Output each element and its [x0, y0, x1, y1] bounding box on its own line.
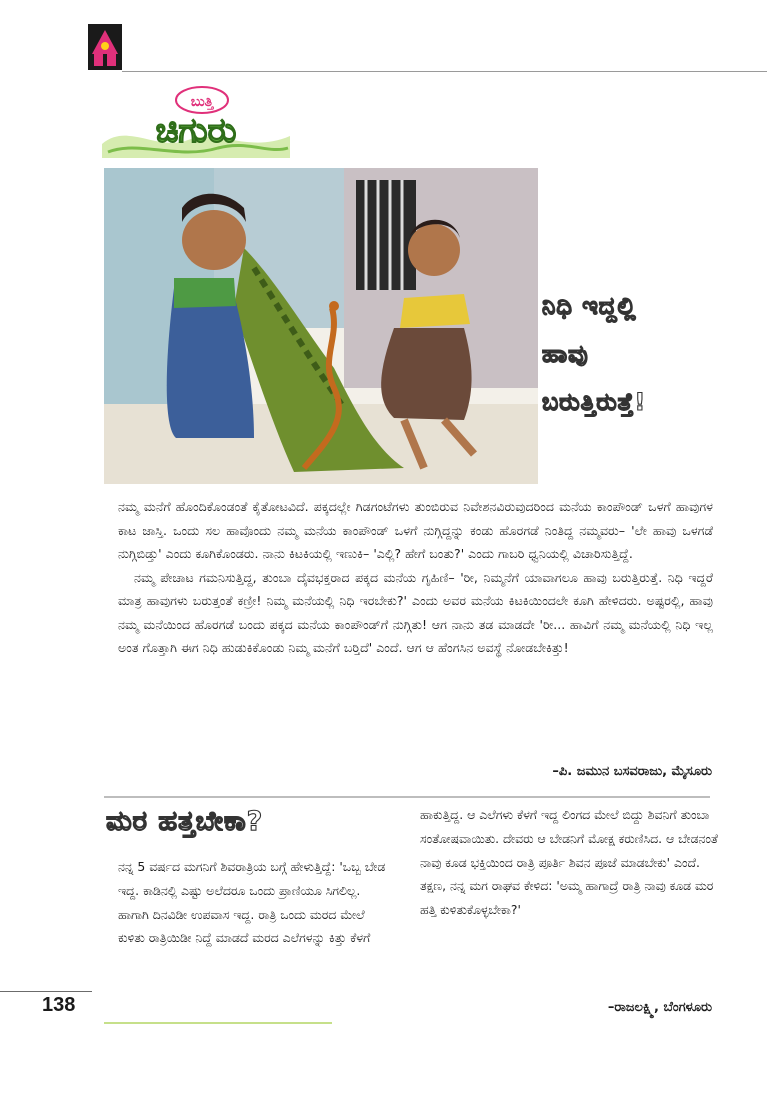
story1-title-line: ಬರುತ್ತಿರುತ್ತೆ! — [542, 388, 647, 416]
story2-title: ಮರ ಹತ್ತಬೇಕಾ? — [106, 806, 264, 837]
page-number: 138 — [42, 994, 76, 1016]
story2-right-column: ಹಾಕುತ್ತಿದ್ದ. ಆ ಎಲೆಗಳು ಕೆಳಗೆ ಇದ್ದ ಲಿಂಗದ ಮೇಲೆ ಬಿದ್ದು ಶಿವನಿಗೆ ತುಂಬಾ ಸಂತೋಷವಾಯಿತು. ದೇವರು ಆ ಬೇಡನಿಗೆ ಮೋಕ್ಷ ಕರುಣಿಸಿದ. ಆ ಬೇಡನಂತೆ ನಾವು ಕೂಡ ಭಕ್ತಿಯಿಂದ ರಾತ್ರಿ ಪೂರ್ತಿ ಶಿವನ ಪೂಜೆ ಮಾಡಬೇಕು' ಎಂದೆ. ತಕ್ಷಣ, ನನ್ನ ಮಗ ರಾಘವ ಕೇಳಿದ: 'ಅಮ್ಮ ಹಾಗಾದ್ರೆ ರಾತ್ರಿ ನಾವು ಕೂಡ ಮರ ಹತ್ತಿ ಕುಳಿತುಕೊಳ್ಳಬೇಕಾ?' — [420, 807, 718, 918]
story2-left-column: ನನ್ನ 5 ವರ್ಷದ ಮಗನಿಗೆ ಶಿವರಾತ್ರಿಯ ಬಗ್ಗೆ ಹೇಳುತ್ತಿದ್ದೆ: 'ಒಬ್ಬ ಬೇಡ ಇದ್ದ. ಕಾಡಿನಲ್ಲಿ ಎಷ್ಟು ಅಲೆದರೂ ಒಂದು ಪ್ರಾಣಿಯೂ ಸಿಗಲಿಲ್ಲ. ಹಾಗಾಗಿ ದಿನವಿಡೀ ಉಪವಾಸ ಇದ್ದ. ರಾತ್ರಿ ಒಂದು ಮರದ ಮೇಲೆ ಕುಳಿತು ರಾತ್ರಿಯಿಡೀ ನಿದ್ದೆ ಮಾಡದೆ ಮರದ ಎಲೆಗಳನ್ನು ಕಿತ್ತು ಕೆಳಗೆ — [118, 859, 386, 946]
story1-body — [118, 495, 713, 660]
story1-credit: –ಪಿ. ಜಮುನ ಬಸವರಾಜು, ಮೈಸೂರು — [552, 764, 712, 779]
banner-small-word: ಬುತ್ತಿ — [190, 94, 214, 110]
magazine-logo — [88, 24, 122, 70]
story1-paragraph: ನಮ್ಮ ಮನೆಗೆ ಹೊಂದಿಕೊಂಡಂತೆ ಕೈತೋಟವಿದೆ. ಪಕ್ಕದಲ್ಲೇ ಗಿಡಗಂಟೆಗಳು ತುಂಬಿರುವ ನಿವೇಶನವಿರುವುದರಿಂದ ಮನೆಯ ಕಾಂಪೌಂಡ್ ಒಳಗೆ ಹಾವುಗಳ ಕಾಟ ಜಾಸ್ತಿ. ಒಂದು ಸಲ ಹಾವೊಂದು ನಮ್ಮ ಮನೆಯ ಕಾಂಪೌಂಡ್ ಒಳಗೆ ನುಗ್ಗಿದ್ದನ್ನು ಕಂಡು ಹೊರಗಡೆ ನಿಂತಿದ್ದ ನಮ್ಮವರು– 'ಲೇ ಹಾವು ಒಳಗಡೆ ನುಗ್ಗಿಬಿಡ್ತು' ಎಂದು ಕೂಗಿಕೊಂಡರು. ನಾನು ಕಿಟಕಿಯಲ್ಲಿ ಇಣುಕಿ– 'ಎಲ್ಲಿ? ಹೇಗೆ ಬಂತು?' ಎಂದು ಗಾಬರಿ ಧ್ವನಿಯಲ್ಲಿ ವಿಚಾರಿಸುತ್ತಿದ್ದೆ. — [118, 499, 713, 561]
cartoon-illustration — [104, 168, 538, 484]
story1-title — [542, 282, 762, 426]
story2-credit: –ರಾಜಲಕ್ಷ್ಮಿ, ಬೆಂಗಳೂರು — [607, 1000, 712, 1015]
section-banner — [98, 82, 294, 162]
footer-divider — [0, 991, 92, 992]
green-accent-rule — [104, 1022, 332, 1024]
story1-title-line: ನಿಧಿ ಇದ್ದಲ್ಲಿ — [542, 292, 637, 320]
story1-title-line: ಹಾವು — [542, 340, 589, 368]
story1-paragraph: ನಮ್ಮ ಪೇಚಾಟ ಗಮನಿಸುತ್ತಿದ್ದ, ತುಂಬಾ ದೈವಭಕ್ತರಾದ ಪಕ್ಕದ ಮನೆಯ ಗೃಹಿಣಿ– 'ರೀ, ನಿಮ್ಮನೆಗೆ ಯಾವಾಗಲೂ ಹಾವು ಬರುತ್ತಿರುತ್ತೆ. ನಿಧಿ ಇದ್ದರೆ ಮಾತ್ರ ಹಾವುಗಳು ಬರುತ್ತಂತೆ ಕಣ್ರೀ! ನಿಮ್ಮ ಮನೆಯಲ್ಲಿ ನಿಧಿ ಇರಬೇಕು?' ಎಂದು ಅವರ ಮನೆಯ ಕಿಟಕಿಯಿಂದಲೇ ಕೂಗಿ ಹೇಳಿದರು. ಅಷ್ಟರಲ್ಲಿ, ಹಾವು ನಮ್ಮ ಮನೆಯಿಂದ ಹೊರಗಡೆ ಬಂದು ಪಕ್ಕದ ಮನೆಯ ಕಾಂಪೌಂಡ್‌ಗೆ ನುಗ್ಗಿತು! ಆಗ ನಾನು ತಡ ಮಾಡದೇ 'ರೀ... ಹಾವಿಗೆ ನಮ್ಮ ಮನೆಯಲ್ಲಿ ನಿಧಿ ಇಲ್ಲ ಅಂತ ಗೊತ್ತಾಗಿ ಈಗ ನಿಧಿ ಹುಡುಕಿಕೊಂಡು ನಿಮ್ಮ ಮನೆಗೆ ಬರ್‍ತಿದೆ' ಎಂದೆ. ಆಗ ಆ ಹೆಂಗಸಿನ ಅವಸ್ಥೆ ನೋಡಬೇಕಿತ್ತು! — [118, 569, 713, 655]
top-divider — [122, 71, 767, 72]
banner-big-word: ಚಿಗುರು — [155, 111, 237, 151]
section-divider — [104, 796, 710, 798]
